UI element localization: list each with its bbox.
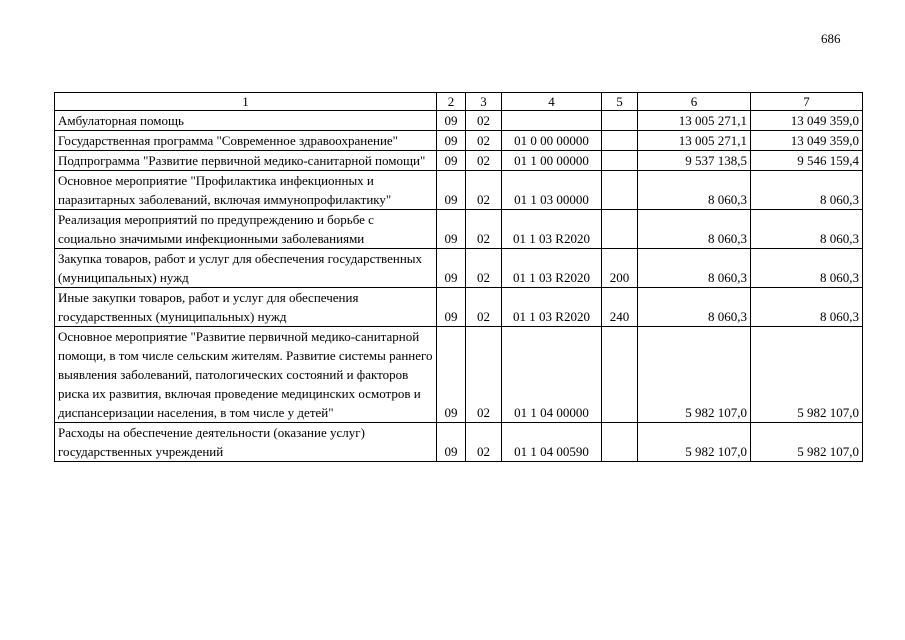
section-code-cell: 09 [437, 210, 466, 249]
section-code-cell: 09 [437, 151, 466, 171]
amount-year2-cell: 9 546 159,4 [751, 151, 863, 171]
expense-type-cell: 240 [602, 288, 638, 327]
section-code-cell: 09 [437, 423, 466, 462]
amount-year2-cell: 8 060,3 [751, 249, 863, 288]
table-row [55, 423, 863, 462]
amount-year2-cell: 8 060,3 [751, 210, 863, 249]
page-number: 686 [821, 31, 841, 46]
target-article-cell [502, 111, 602, 131]
table-row [55, 288, 863, 327]
expense-type-cell [602, 111, 638, 131]
subsection-code-cell: 02 [466, 249, 502, 288]
amount-year2-cell: 13 049 359,0 [751, 131, 863, 151]
table-row [55, 249, 863, 288]
amount-year2-cell: 5 982 107,0 [751, 423, 863, 462]
expense-type-cell [602, 210, 638, 249]
row-name-cell: Расходы на обеспечение деятельности (оказание услуг) государственных учреждений [55, 423, 437, 462]
amount-year1-cell: 8 060,3 [638, 288, 751, 327]
section-code-cell: 09 [437, 249, 466, 288]
target-article-cell: 01 1 04 00590 [502, 423, 602, 462]
table-body [55, 111, 863, 462]
table-row [55, 111, 863, 131]
target-article-cell: 01 0 00 00000 [502, 131, 602, 151]
row-name-cell: Основное мероприятие "Профилактика инфекционных и паразитарных заболеваний, включая иммунопрофилактику" [55, 171, 437, 210]
expense-type-cell: 200 [602, 249, 638, 288]
subsection-code-cell: 02 [466, 327, 502, 423]
section-code-cell: 09 [437, 288, 466, 327]
amount-year1-cell: 9 537 138,5 [638, 151, 751, 171]
subsection-code-cell: 02 [466, 151, 502, 171]
section-code-cell: 09 [437, 131, 466, 151]
table-row [55, 151, 863, 171]
target-article-cell: 01 1 04 00000 [502, 327, 602, 423]
target-article-cell: 01 1 03 00000 [502, 171, 602, 210]
subsection-code-cell: 02 [466, 288, 502, 327]
target-article-cell: 01 1 03 R2020 [502, 249, 602, 288]
table-row [55, 210, 863, 249]
table-row [55, 171, 863, 210]
table-header-row [55, 93, 863, 111]
target-article-cell: 01 1 03 R2020 [502, 288, 602, 327]
amount-year2-cell: 8 060,3 [751, 288, 863, 327]
column-header: 1 [55, 93, 437, 111]
column-header: 7 [751, 93, 863, 111]
column-header: 2 [437, 93, 466, 111]
amount-year1-cell: 8 060,3 [638, 210, 751, 249]
column-header: 3 [466, 93, 502, 111]
amount-year1-cell: 13 005 271,1 [638, 111, 751, 131]
column-header: 4 [502, 93, 602, 111]
amount-year1-cell: 5 982 107,0 [638, 327, 751, 423]
section-code-cell: 09 [437, 171, 466, 210]
subsection-code-cell: 02 [466, 111, 502, 131]
expense-type-cell [602, 327, 638, 423]
amount-year2-cell: 8 060,3 [751, 171, 863, 210]
row-name-cell: Государственная программа "Современное здравоохранение" [55, 131, 437, 151]
column-header: 6 [638, 93, 751, 111]
expense-type-cell [602, 171, 638, 210]
row-name-cell: Основное мероприятие "Развитие первичной медико-санитарной помощи, в том числе сельским жителям. Развитие системы раннего выявления заболеваний, патологических состояний и факторов риска их развития, включая проведение медицинских осмотров и диспансеризации населения, в том числе у детей" [55, 327, 437, 423]
amount-year2-cell: 5 982 107,0 [751, 327, 863, 423]
expense-type-cell [602, 423, 638, 462]
amount-year1-cell: 8 060,3 [638, 249, 751, 288]
amount-year1-cell: 13 005 271,1 [638, 131, 751, 151]
subsection-code-cell: 02 [466, 131, 502, 151]
subsection-code-cell: 02 [466, 210, 502, 249]
expense-type-cell [602, 151, 638, 171]
row-name-cell: Закупка товаров, работ и услуг для обеспечения государственных (муниципальных) нужд [55, 249, 437, 288]
table-row [55, 327, 863, 423]
amount-year2-cell: 13 049 359,0 [751, 111, 863, 131]
expense-type-cell [602, 131, 638, 151]
budget-table [54, 92, 863, 462]
row-name-cell: Амбулаторная помощь [55, 111, 437, 131]
section-code-cell: 09 [437, 327, 466, 423]
row-name-cell: Реализация мероприятий по предупреждению и борьбе с социально значимыми инфекционными заболеваниями [55, 210, 437, 249]
amount-year1-cell: 5 982 107,0 [638, 423, 751, 462]
column-header: 5 [602, 93, 638, 111]
subsection-code-cell: 02 [466, 171, 502, 210]
row-name-cell: Подпрограмма "Развитие первичной медико-санитарной помощи" [55, 151, 437, 171]
table-row [55, 131, 863, 151]
section-code-cell: 09 [437, 111, 466, 131]
target-article-cell: 01 1 03 R2020 [502, 210, 602, 249]
subsection-code-cell: 02 [466, 423, 502, 462]
row-name-cell: Иные закупки товаров, работ и услуг для обеспечения государственных (муниципальных) нужд [55, 288, 437, 327]
target-article-cell: 01 1 00 00000 [502, 151, 602, 171]
amount-year1-cell: 8 060,3 [638, 171, 751, 210]
